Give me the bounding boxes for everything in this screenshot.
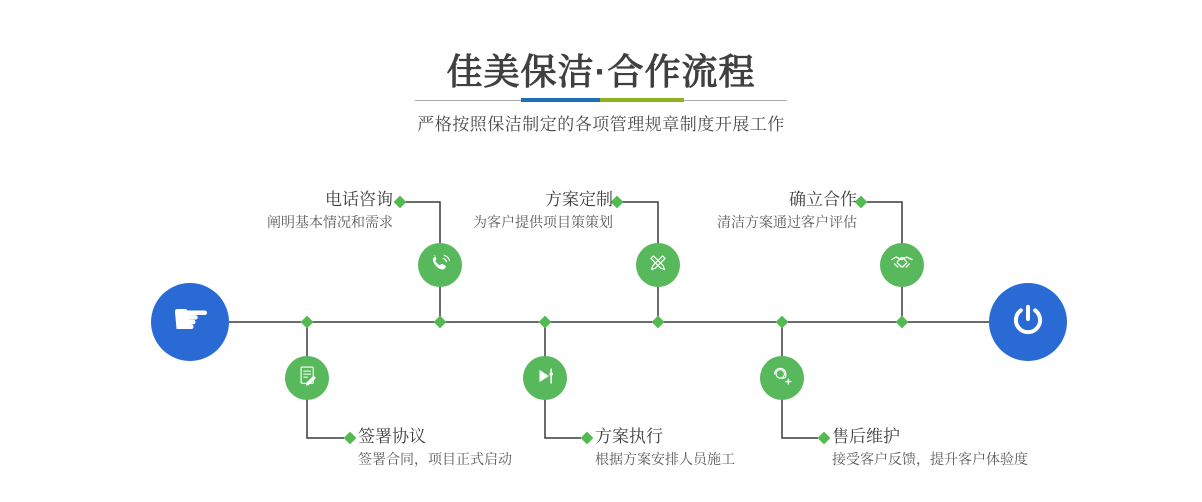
design-icon [644, 249, 672, 282]
step-label-design [473, 190, 613, 232]
timeline-diamond [301, 316, 314, 329]
phone-icon [426, 249, 454, 282]
step-desc: 为客户提供项目策策划 [473, 214, 613, 230]
step-label-execute [595, 427, 735, 469]
step-desc: 清洁方案通过客户评估 [717, 214, 857, 230]
timeline-diamond [652, 316, 665, 329]
page-title: 佳美保洁·合作流程 [446, 51, 756, 92]
step-node-handshake [880, 243, 924, 287]
connector-lines [229, 202, 989, 438]
timeline-diamond [434, 316, 447, 329]
connector-execute-label [545, 399, 581, 438]
label-diamond [818, 432, 831, 445]
step-desc: 签署合同，项目正式启动 [358, 451, 512, 467]
step-label-aftersales [832, 427, 1028, 469]
timeline-diamond [539, 316, 552, 329]
step-node-phone [418, 243, 462, 287]
step-title: 电话咨询 [325, 190, 393, 209]
step-desc: 根据方案安排人员施工 [595, 451, 735, 467]
connector-phone-label [404, 202, 440, 244]
step-desc: 接受客户反馈，提升客户体验度 [832, 451, 1028, 467]
step-label-handshake [717, 190, 857, 232]
aftersales-icon [768, 362, 796, 395]
page-subtitle: 严格按照保洁制定的各项管理规章制度开展工作 [417, 115, 785, 134]
connector-handshake-label [865, 202, 902, 244]
handshake-icon [887, 248, 917, 283]
power-icon [1007, 299, 1049, 346]
timeline-diamond [896, 316, 909, 329]
diamond-markers [301, 196, 909, 445]
connector-contract-label [307, 399, 344, 438]
label-diamond [344, 432, 357, 445]
step-title: 方案执行 [595, 427, 663, 446]
step-label-phone [267, 190, 393, 232]
step-label-contract [358, 427, 512, 469]
contract-icon [294, 362, 321, 394]
timeline-start-node [151, 283, 229, 361]
step-desc: 阐明基本情况和需求 [267, 214, 393, 230]
timeline-end-node [989, 283, 1067, 361]
execute-icon [532, 363, 558, 394]
label-diamond [581, 432, 594, 445]
step-title: 确立合作 [789, 190, 857, 209]
step-node-execute [523, 356, 567, 400]
connector-design-label [621, 202, 658, 244]
step-title: 售后维护 [832, 427, 900, 446]
timeline-diamond [776, 316, 789, 329]
step-node-design [636, 243, 680, 287]
pointing-hand-icon: ☛ [171, 294, 211, 345]
label-diamond [394, 196, 407, 209]
step-title: 方案定制 [545, 190, 613, 209]
step-node-contract [285, 356, 329, 400]
step-title: 签署协议 [358, 427, 426, 446]
connector-aftersales-label [782, 399, 818, 438]
step-node-aftersales [760, 356, 804, 400]
